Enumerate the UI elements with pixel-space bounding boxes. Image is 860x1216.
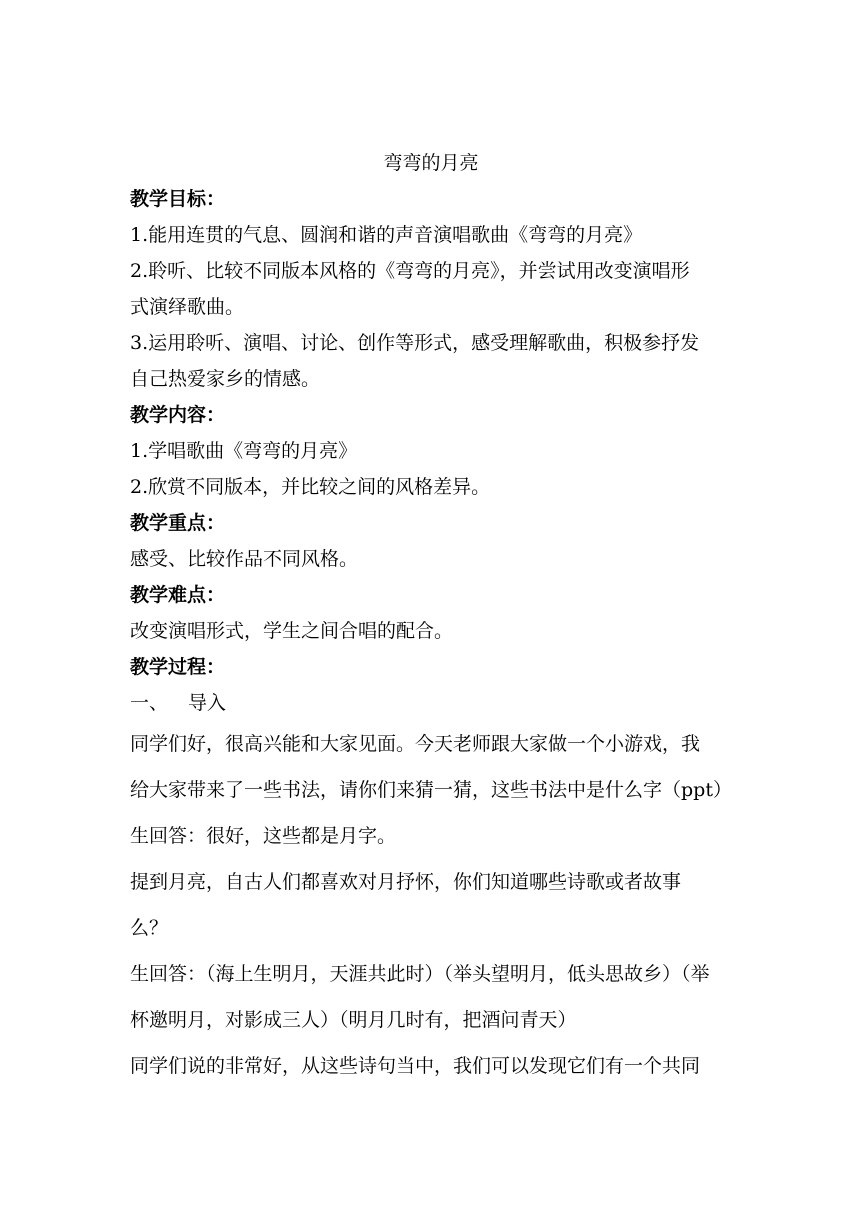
section-number: 一、 (130, 692, 169, 714)
paragraph-line: 同学们说的非常好，从这些诗句当中，我们可以发现它们有一个共同 (130, 1055, 701, 1077)
difficulties-heading: 教学难点： (130, 584, 226, 606)
document-title: 弯弯的月亮 (383, 152, 479, 174)
content-line: 1.学唱歌曲《弯弯的月亮》 (130, 440, 358, 462)
objective-line: 1.能用连贯的气息、圆润和谐的声音演唱歌曲《弯弯的月亮》 (130, 224, 643, 246)
paragraph-line: 提到月亮，自古人们都喜欢对月抒怀，你们知道哪些诗歌或者故事 (130, 871, 682, 893)
paragraph-line: 生回答：（海上生明月，天涯共此时）（举头望明月，低头思故乡）（举 (130, 963, 710, 985)
paragraph-line: 杯邀明月，对影成三人）（明月几时有，把酒问青天） (130, 1009, 577, 1031)
content-line: 2.欣赏不同版本，并比较之间的风格差异。 (130, 476, 491, 498)
section-title: 导入 (188, 692, 227, 714)
objective-line: 式演绎歌曲。 (130, 296, 245, 318)
objective-line: 3.运用聆听、演唱、讨论、创作等形式，感受理解歌曲，积极参抒发 (130, 332, 700, 354)
key-points-heading: 教学重点： (130, 512, 226, 534)
document-body (130, 148, 732, 1089)
difficulties-text: 改变演唱形式，学生之间合唱的配合。 (130, 620, 454, 642)
process-heading: 教学过程： (130, 656, 226, 678)
section-heading (130, 685, 732, 721)
content-heading: 教学内容： (130, 404, 226, 426)
objectives-heading: 教学目标： (130, 188, 226, 210)
paragraph-line: 么？ (130, 917, 169, 939)
paragraph-line: 给大家带来了一些书法，请你们来猜一猜，这些书法中是什么字（ppt） (130, 779, 732, 801)
key-points-text: 感受、比较作品不同风格。 (130, 548, 359, 570)
paragraph-line: 同学们好，很高兴能和大家见面。今天老师跟大家做一个小游戏，我 (130, 733, 701, 755)
objective-line: 自己热爱家乡的情感。 (130, 368, 321, 390)
objective-line: 2.聆听、比较不同版本风格的《弯弯的月亮》，并尝试用改变演唱形 (130, 260, 690, 282)
paragraph-line: 生回答：很好，这些都是月字。 (130, 825, 397, 847)
